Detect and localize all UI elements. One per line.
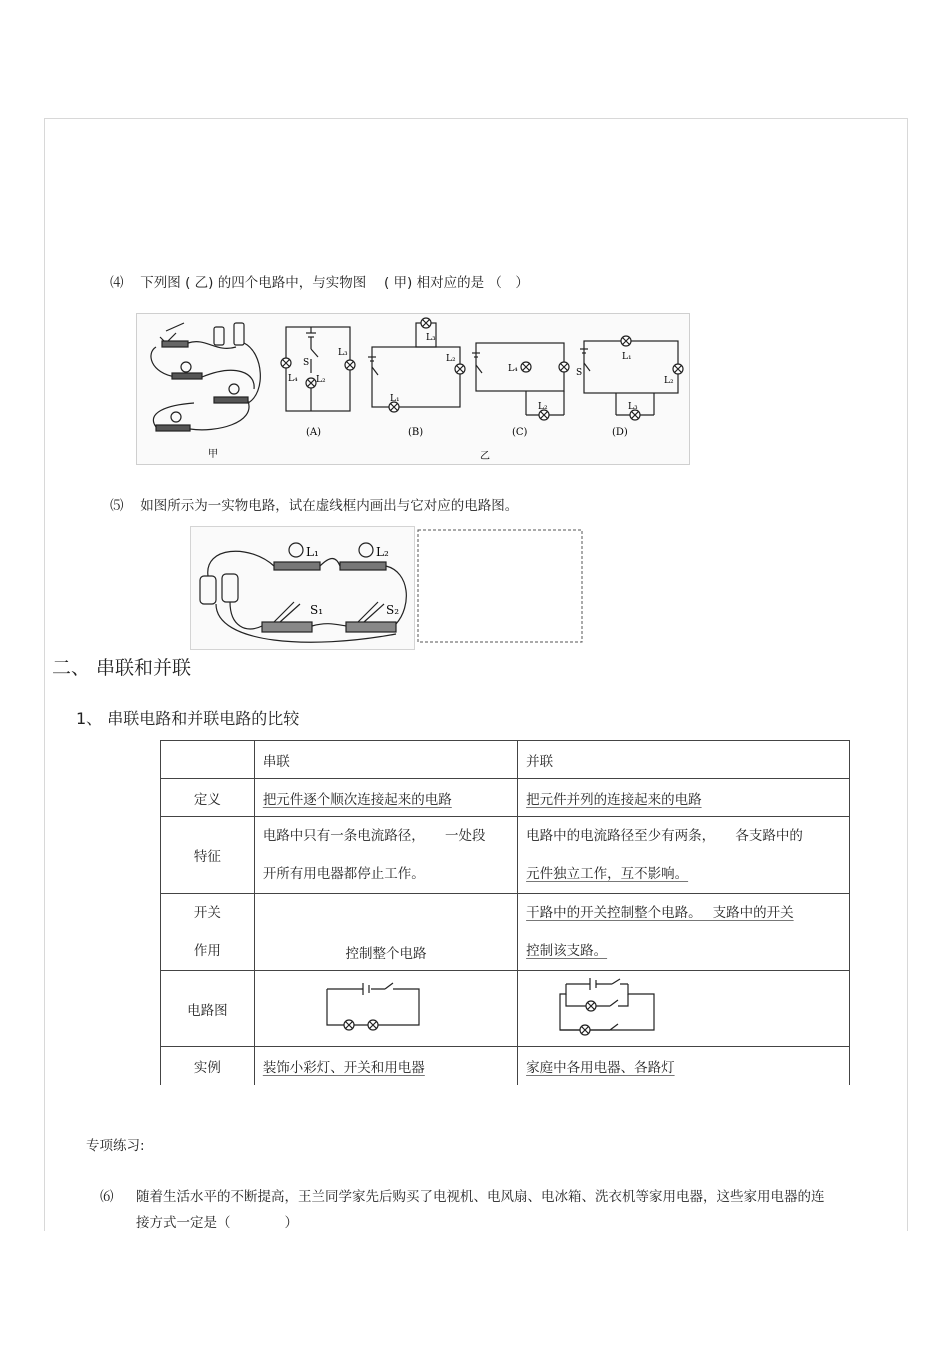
label-jia: 甲	[208, 449, 218, 460]
circuit-figure-q4	[136, 313, 690, 465]
option-C-label: (C)	[512, 427, 528, 438]
svg-text:L₁: L₁	[622, 352, 632, 362]
question-number: ⑹	[100, 1189, 114, 1205]
svg-text:L₂: L₂	[446, 354, 456, 364]
svg-text:L₃: L₃	[338, 348, 348, 358]
table-cell: 把元件并列的连接起来的电路	[526, 791, 702, 808]
switch-s2-label: S₂	[386, 603, 400, 617]
option-A-label: (A)	[306, 427, 322, 438]
answer-dashed-box[interactable]	[418, 530, 582, 642]
svg-text:L₃: L₃	[426, 333, 436, 343]
question-number: ⑷	[110, 275, 124, 291]
row-label: 开关	[193, 905, 221, 921]
row-label: 实例	[161, 1047, 255, 1085]
subsection-heading: 1、 串联电路和并联电路的比较	[76, 709, 300, 728]
table-cell: 装饰小彩灯、开关和用电器	[262, 1059, 425, 1076]
label-yi: 乙	[480, 451, 490, 462]
svg-text:L₄: L₄	[288, 374, 298, 384]
row-label: 特征	[161, 817, 255, 894]
svg-text:S: S	[303, 358, 310, 368]
switch-s1-label: S₁	[310, 603, 324, 617]
svg-text:L₁: L₁	[390, 394, 400, 404]
table-cell: 控制整个电路	[345, 946, 427, 962]
svg-text:L₃: L₃	[628, 402, 638, 412]
table-cell: 把元件逐个顺次连接起来的电路	[262, 791, 452, 808]
comparison-table	[160, 740, 850, 1085]
question-number: ⑸	[110, 498, 124, 514]
question-text: 随着生活水平的不断提高，王兰同学家先后购买了电视机、电风扇、电冰箱、洗衣机等家用电器，这些家用电器的连接方式一定是（ ）	[136, 1189, 825, 1231]
table-cell-line: 开所有用电器都停止工作。	[262, 866, 425, 882]
row-label: 电路图	[161, 971, 255, 1047]
header-cell: 串联	[254, 741, 517, 779]
question-text: 如图所示为一实物电路，试在虚线框内画出与它对应的电路图。	[140, 498, 519, 514]
question-text: 下列图 ( 乙) 的四个电路中，与实物图 ( 甲) 相对应的是 （ ）	[140, 275, 529, 291]
table-row	[161, 779, 850, 817]
question-5	[110, 494, 518, 514]
row-label: 作用	[193, 943, 221, 959]
question-4	[110, 271, 529, 291]
table-cell: 家庭中各用电器、各路灯	[526, 1059, 675, 1076]
table-row	[161, 971, 850, 1047]
table-row	[161, 817, 850, 894]
lamp-l2-label: L₂	[376, 545, 389, 559]
table-header-row	[161, 741, 850, 779]
physical-circuit-q5	[190, 526, 586, 650]
table-cell-line: 元件独立工作，互不影响。	[526, 866, 689, 882]
table-cell-line: 干路中的开关控制整个电路。 支路中的开关	[526, 905, 794, 921]
svg-text:L₄: L₄	[508, 364, 518, 374]
svg-text:L₂: L₂	[664, 376, 674, 386]
practice-heading: 专项练习:	[86, 1138, 145, 1154]
svg-text:S: S	[576, 368, 583, 378]
table-row	[161, 894, 850, 971]
row-label: 定义	[161, 779, 255, 817]
option-B-label: (B)	[408, 427, 424, 438]
option-D-label: (D)	[612, 427, 628, 438]
section-heading: 二、 串联和并联	[52, 657, 192, 679]
question-6	[100, 1184, 830, 1236]
header-cell	[161, 741, 255, 779]
lamp-l1-label: L₁	[306, 545, 319, 559]
svg-text:L₂: L₂	[316, 375, 326, 385]
table-cell-line: 电路中的电流路径至少有两条， 各支路中的	[526, 828, 803, 844]
series-circuit-diagram	[323, 979, 423, 1035]
header-cell: 并联	[518, 741, 850, 779]
svg-text:L₂: L₂	[538, 402, 548, 412]
parallel-circuit-diagram	[556, 976, 660, 1038]
table-row	[161, 1047, 850, 1085]
table-cell-line: 控制该支路。	[526, 943, 608, 959]
table-cell-line: 电路中只有一条电流路径， 一处段	[262, 828, 486, 844]
